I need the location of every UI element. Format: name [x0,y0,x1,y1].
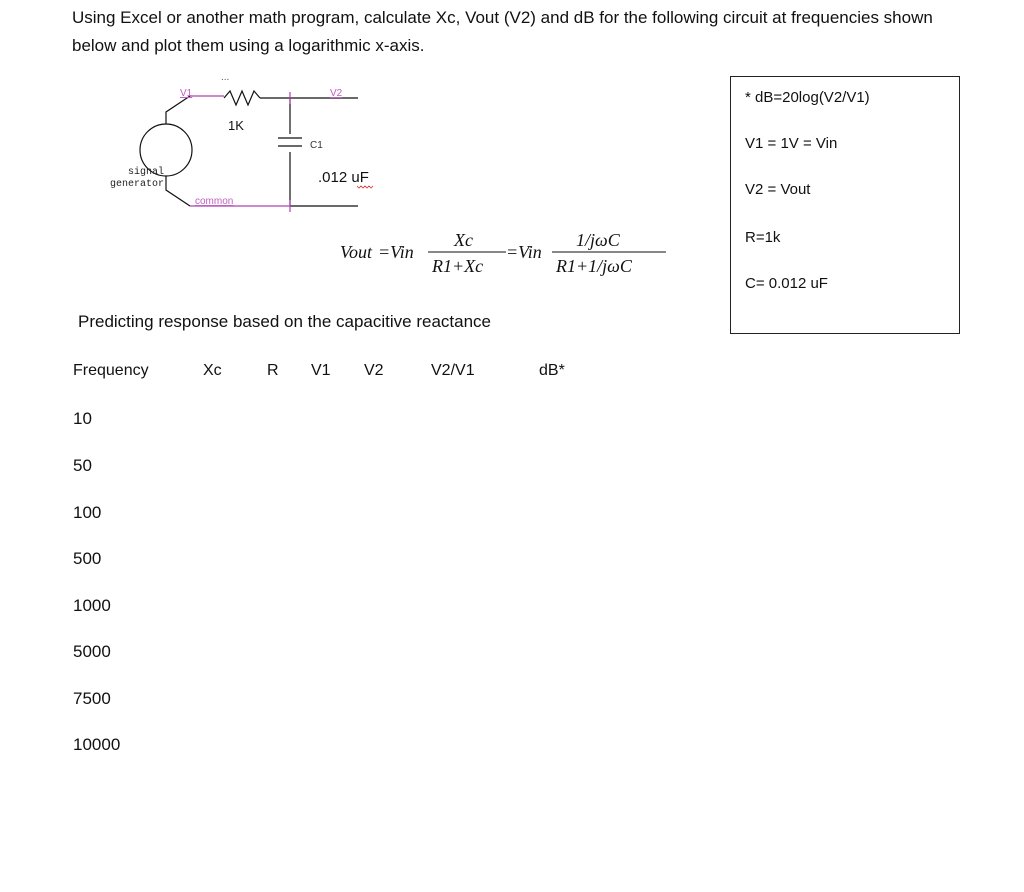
col-header-v2: V2 [364,362,384,379]
formula-num2: 1/jωC [576,230,620,250]
col-header-db: dB* [539,362,565,379]
capacitor-value: .012 uF [318,169,369,186]
frequency-row: 100 [73,503,102,522]
vout-formula [340,226,680,286]
frequency-row: 7500 [73,689,111,708]
resistor-label: 1K [228,118,244,133]
circuit-diagram [80,72,380,217]
frequency-row: 50 [73,456,92,475]
frequency-row: 1000 [73,596,111,615]
formula-eq1: =Vin [378,242,414,262]
note-db-formula: * dB=20log(V2/V1) [745,89,870,106]
formula-den2: R1+1/jωC [556,256,632,276]
note-v2: V2 = Vout [745,181,811,198]
resistor-icon [224,91,260,105]
frequency-row: 10 [73,409,92,428]
node-v2-label: V2 [330,88,343,99]
col-header-v2-v1: V2/V1 [431,362,475,379]
note-v1: V1 = 1V = Vin [745,135,838,152]
formula-den1: R1+Xc [432,256,484,276]
note-c: C= 0.012 uF [745,275,828,292]
spellcheck-squiggle [357,186,373,188]
source-label-line2: generator [109,179,164,190]
frequency-row: 10000 [73,735,121,754]
source-top-wire [166,96,190,124]
section-heading: Predicting response based on the capacitive reactance [78,312,491,331]
col-header-r: R [267,362,279,379]
instructions-text: Using Excel or another math program, calculate Xc, Vout (V2) and dB for the following circuit at frequencies shown below and plot them using a logarithmic x-axis. [72,8,933,55]
ellipsis-label: ... [221,72,230,83]
frequency-row: 500 [73,549,102,568]
source-label-line1: signal [127,167,164,178]
col-header-xc: Xc [203,362,222,379]
notes-box [730,76,960,334]
capacitor-icon [278,138,302,146]
capacitor-name: C1 [310,140,323,151]
col-header-frequency: Frequency [73,362,149,379]
node-v2-wire [260,98,290,134]
node-v1-label: V1 [180,88,193,99]
ground-label: common [195,196,234,207]
formula-lhs: Vout [340,242,373,262]
formula-num1: Xc [454,230,473,250]
formula-eq2: =Vin [506,242,542,262]
frequency-row: 5000 [73,642,111,661]
source-bottom-wire [166,176,190,206]
col-header-v1: V1 [311,362,331,379]
note-r: R=1k [745,229,781,246]
